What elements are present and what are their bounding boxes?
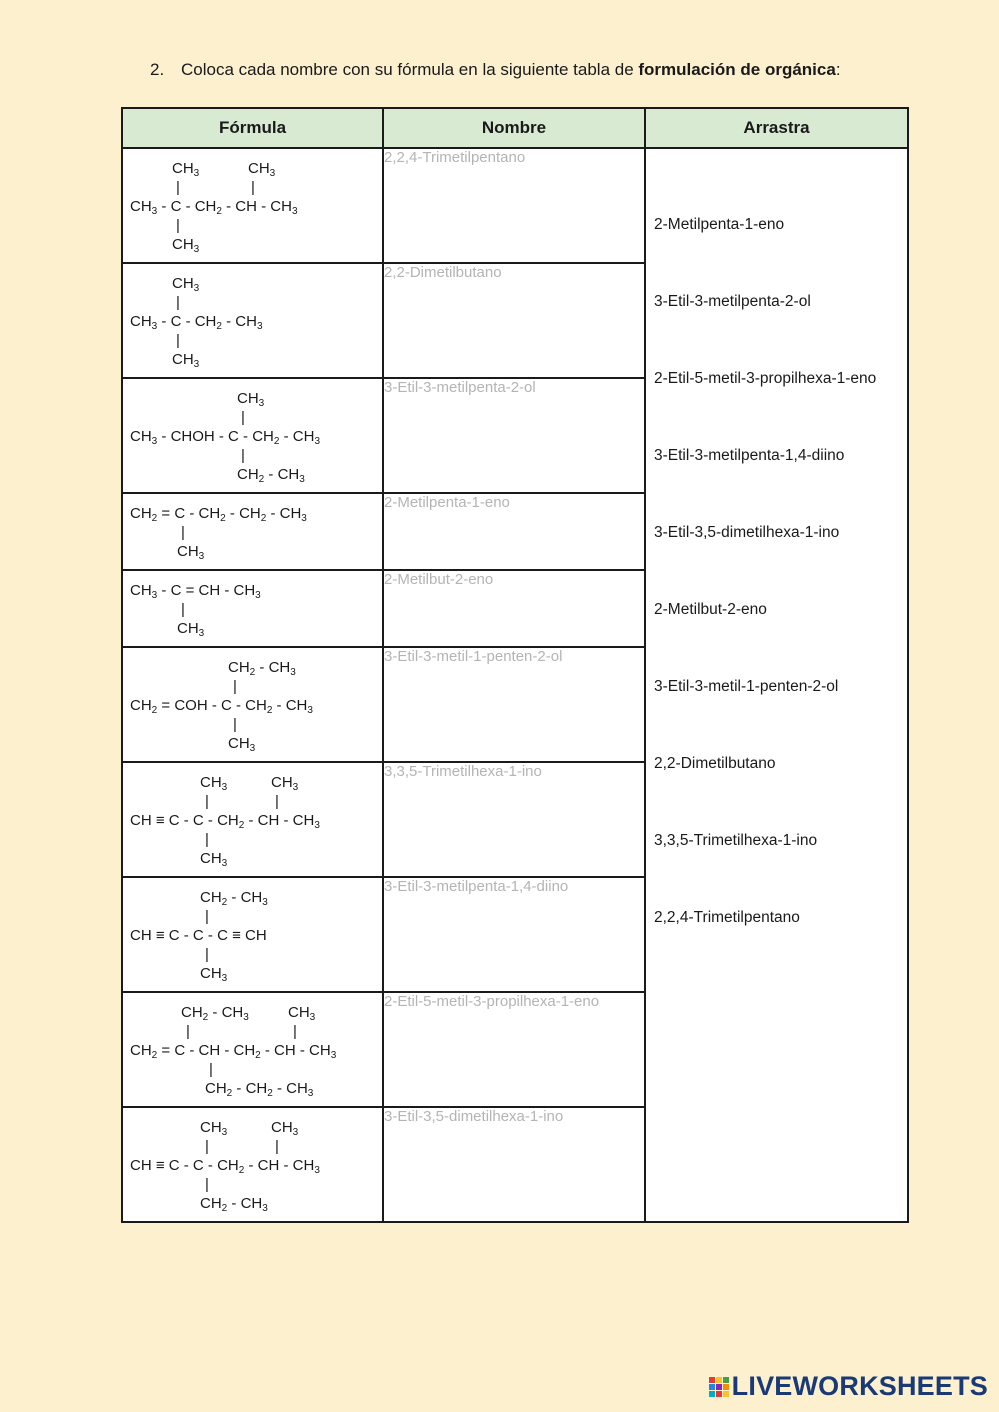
- formulation-table: [121, 107, 909, 1223]
- formula-line: $CH_3$: [237, 390, 265, 409]
- formula-line: |: [209, 1061, 213, 1078]
- formula-cell: [122, 493, 383, 570]
- footer-brand[interactable]: [709, 1371, 988, 1402]
- formula-line: $CH_3$ - CHOH - C - $CH_2 - CH_3$: [130, 428, 321, 447]
- formula-line: $CH_3$: [228, 735, 256, 754]
- logo-square: [709, 1384, 715, 1390]
- drag-item[interactable]: 3-Etil-3,5-dimetilhexa-1-ino: [654, 524, 840, 541]
- table-header-row: [122, 108, 908, 148]
- formula-line: |: [275, 793, 279, 810]
- nombre-cell[interactable]: 3-Etil-3,5-dimetilhexa-1-ino: [383, 1107, 645, 1222]
- formula-line: $CH_3$ - C = CH - $CH_3$: [130, 582, 261, 601]
- formula-line: $CH_2 = C$ - CH - $CH_2$ - CH - $CH_3$: [130, 1042, 337, 1061]
- formula-line: $CH_3$: [271, 774, 299, 793]
- drag-item[interactable]: 2,2,4-Trimetilpentano: [654, 909, 800, 926]
- formula-line: |: [176, 294, 180, 311]
- formula-cell: [122, 148, 383, 263]
- formula-line: $CH_2 - CH_3$: [200, 889, 268, 908]
- formula-line: CH ≡ C - C - C ≡ CH: [130, 927, 267, 944]
- formula-line: $CH_3$: [172, 275, 200, 294]
- brand-text: LIVEWORKSHEETS: [731, 1371, 988, 1401]
- drag-item[interactable]: 2-Metilpenta-1-eno: [654, 216, 785, 233]
- formula-line: $CH_2 - CH_2 - CH_3$: [205, 1080, 314, 1099]
- formula-cell: [122, 1107, 383, 1222]
- formula-cell: [122, 378, 383, 493]
- formula-line: |: [205, 1138, 209, 1155]
- instruction-text: Coloca cada nombre con su fórmula en la siguiente tabla de: [181, 60, 639, 79]
- formula-cell: [122, 992, 383, 1107]
- formula-line: |: [205, 793, 209, 810]
- nombre-cell[interactable]: 3,3,5-Trimetilhexa-1-ino: [383, 762, 645, 877]
- drag-item[interactable]: 2-Metilbut-2-eno: [654, 601, 767, 618]
- formula-line: |: [176, 332, 180, 349]
- header-formula: Fórmula: [122, 108, 383, 148]
- logo-square: [709, 1391, 715, 1397]
- instruction-bold: formulación de orgánica: [638, 60, 836, 79]
- header-nombre: Nombre: [383, 108, 645, 148]
- formula-line: |: [251, 179, 255, 196]
- formula-cell: [122, 570, 383, 647]
- logo-square: [723, 1377, 729, 1383]
- nombre-cell[interactable]: 3-Etil-3-metilpenta-2-ol: [383, 378, 645, 493]
- formula-line: |: [205, 831, 209, 848]
- formula-line: |: [176, 179, 180, 196]
- formula-line: |: [241, 447, 245, 464]
- liveworksheets-logo-icon: [709, 1377, 729, 1397]
- logo-square: [723, 1391, 729, 1397]
- nombre-cell[interactable]: 2-Etil-5-metil-3-propilhexa-1-eno: [383, 992, 645, 1107]
- formula-line: $CH_3$: [172, 236, 200, 255]
- formula-line: |: [241, 409, 245, 426]
- formula-line: |: [181, 601, 185, 618]
- formula-line: |: [186, 1023, 190, 1040]
- formula-line: $CH_3$: [248, 160, 276, 179]
- drag-item[interactable]: 3-Etil-3-metil-1-penten-2-ol: [654, 678, 839, 695]
- logo-square: [716, 1384, 722, 1390]
- formula-line: $CH_3$: [172, 351, 200, 370]
- formula-line: $CH_2$ = COH - C - $CH_2 - CH_3$: [130, 697, 313, 716]
- nombre-cell[interactable]: 2-Metilbut-2-eno: [383, 570, 645, 647]
- formula-line: |: [205, 946, 209, 963]
- nombre-cell[interactable]: 3-Etil-3-metil-1-penten-2-ol: [383, 647, 645, 762]
- formula-line: $CH_3$: [200, 965, 228, 984]
- drag-item[interactable]: 3-Etil-3-metilpenta-1,4-diino: [654, 447, 845, 464]
- logo-square: [709, 1377, 715, 1383]
- formula-line: |: [293, 1023, 297, 1040]
- nombre-cell[interactable]: 2-Metilpenta-1-eno: [383, 493, 645, 570]
- formula-line: $CH_3$: [200, 850, 228, 869]
- instruction-end: :: [835, 60, 841, 79]
- formula-line: CH ≡ C - C - $CH_2$ - CH - $CH_3$: [130, 812, 320, 831]
- logo-square: [723, 1384, 729, 1390]
- drag-item[interactable]: 3,3,5-Trimetilhexa-1-ino: [654, 832, 818, 849]
- formula-cell: [122, 762, 383, 877]
- instruction: [150, 60, 841, 80]
- formula-line: $CH_3$: [200, 1119, 228, 1138]
- formula-line: $CH_3$ - C - $CH_2$ - CH - $CH_3$: [130, 198, 298, 217]
- nombre-cell[interactable]: 3-Etil-3-metilpenta-1,4-diino: [383, 877, 645, 992]
- formula-line: $CH_3$: [288, 1004, 316, 1023]
- drag-bank: [645, 148, 908, 1222]
- formula-line: $CH_2 - CH_3$: [200, 1195, 268, 1214]
- formula-line: |: [233, 716, 237, 733]
- formula-cell: [122, 263, 383, 378]
- formula-line: $CH_3$: [177, 620, 205, 639]
- formula-line: |: [176, 217, 180, 234]
- formula-cell: [122, 647, 383, 762]
- nombre-cell[interactable]: 2,2-Dimetilbutano: [383, 263, 645, 378]
- header-arrastra: Arrastra: [645, 108, 908, 148]
- formula-line: $CH_3$: [271, 1119, 299, 1138]
- formula-line: CH ≡ C - C - $CH_2$ - CH - $CH_3$: [130, 1157, 320, 1176]
- formula-line: $CH_2 - CH_3$: [181, 1004, 249, 1023]
- formula-line: |: [205, 1176, 209, 1193]
- table-row: [122, 148, 908, 263]
- formula-line: |: [205, 908, 209, 925]
- formula-cell: [122, 877, 383, 992]
- formula-line: |: [275, 1138, 279, 1155]
- drag-item[interactable]: 2,2-Dimetilbutano: [654, 755, 776, 772]
- formula-line: $CH_2 - CH_3$: [228, 659, 296, 678]
- formula-line: $CH_3$: [172, 160, 200, 179]
- instruction-number: 2.: [150, 60, 165, 79]
- logo-square: [716, 1391, 722, 1397]
- formula-line: |: [181, 524, 185, 541]
- formula-line: $CH_2 - CH_3$: [237, 466, 305, 485]
- drag-item[interactable]: 3-Etil-3-metilpenta-2-ol: [654, 293, 811, 310]
- formula-line: $CH_2 = C - CH_2 - CH_2 - CH_3$: [130, 505, 307, 524]
- drag-item[interactable]: 2-Etil-5-metil-3-propilhexa-1-eno: [654, 370, 877, 387]
- nombre-cell[interactable]: 2,2,4-Trimetilpentano: [383, 148, 645, 263]
- formula-line: $CH_3$: [177, 543, 205, 562]
- formula-line: $CH_3$ - C - $CH_2 - CH_3$: [130, 313, 263, 332]
- logo-square: [716, 1377, 722, 1383]
- formula-line: $CH_3$: [200, 774, 228, 793]
- formula-line: |: [233, 678, 237, 695]
